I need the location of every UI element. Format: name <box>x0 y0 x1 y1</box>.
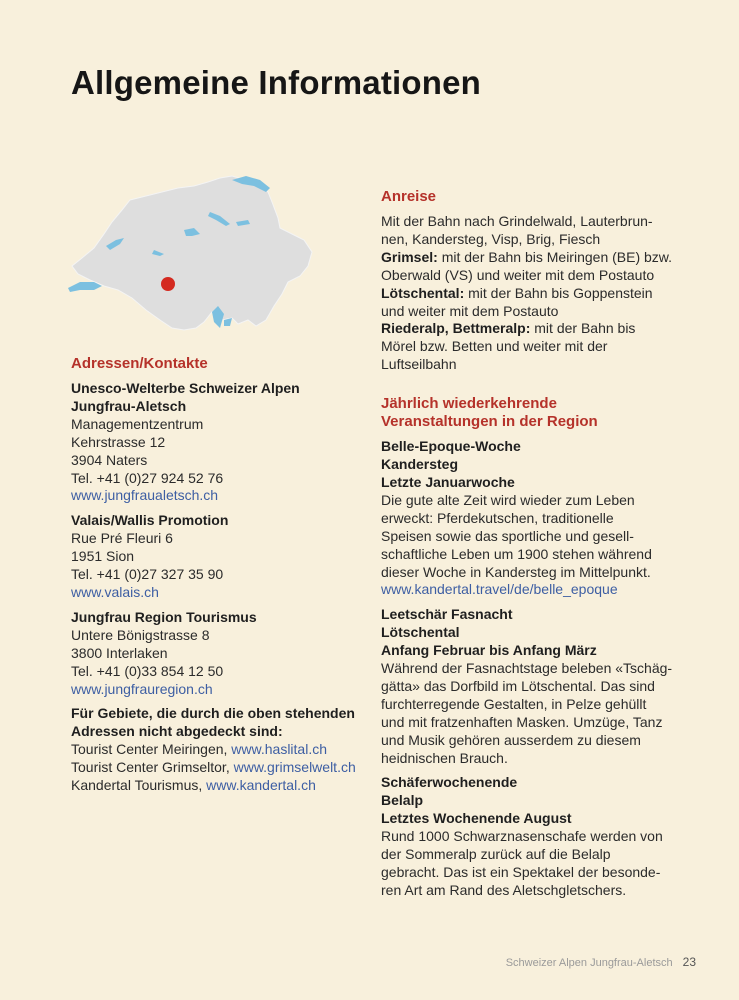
anreise-line: nen, Kandersteg, Visp, Brig, Fiesch <box>381 230 601 247</box>
other-item <box>71 741 371 759</box>
other-item <box>71 759 371 777</box>
contact-name: Valais/Wallis Promotion <box>71 512 229 529</box>
contact-unesco <box>71 380 371 505</box>
other-item-link[interactable]: www.kandertal.ch <box>206 777 316 794</box>
left-column <box>71 355 371 802</box>
other-item-link[interactable]: www.haslital.ch <box>231 741 327 758</box>
other-item-text: Tourist Center Grimseltor, <box>71 759 234 776</box>
contact-name: Jungfrau-Aletsch <box>71 397 187 414</box>
contact-phone: Tel. +41 (0)27 327 35 90 <box>71 566 224 583</box>
page-title: Allgemeine Informationen <box>71 64 482 101</box>
event-description: furchterregende Gestalten, in Pelze gehüllt <box>381 695 647 712</box>
contact-city: 3904 Naters <box>71 451 148 468</box>
event-description: dieser Woche in Kandersteg im Mittelpunkt. <box>381 563 651 580</box>
anreise-line <box>381 249 681 267</box>
contact-web-link[interactable]: www.jungfrauregion.ch <box>71 680 213 697</box>
event-name: Leetschär Fasnacht <box>381 606 513 623</box>
page-footer <box>506 955 696 969</box>
event-description: und Musik gehören ausserdem zu diesem <box>381 731 641 748</box>
event-description: Speisen sowie das sportliche und gesell- <box>381 527 634 544</box>
event-place: Kandersteg <box>381 456 459 473</box>
anreise-line: Luftseilbahn <box>381 356 457 373</box>
contact-phone: Tel. +41 (0)33 854 12 50 <box>71 662 224 679</box>
event-description: schaftliche Leben um 1900 stehen während <box>381 545 652 562</box>
anreise-line: und weiter mit dem Postauto <box>381 302 559 319</box>
event-description: Rund 1000 Schwarznasenschafe werden von <box>381 828 663 845</box>
anreise-line-text: mit der Bahn bis Meiringen (BE) bzw. <box>437 248 673 265</box>
location-marker <box>161 277 175 291</box>
anreise-label: Grimsel: <box>381 248 438 265</box>
event-schaeferwochenende <box>381 774 681 899</box>
anreise-text <box>381 213 681 374</box>
contact-name: Jungfrau Region Tourismus <box>71 608 257 625</box>
other-item <box>71 777 371 795</box>
anreise-line: Mörel bzw. Betten und weiter mit der <box>381 338 608 355</box>
event-description: heidnischen Brauch. <box>381 749 508 766</box>
event-description: und mit fratzenhaften Masken. Umzüge, Tanz <box>381 713 663 730</box>
other-item-link[interactable]: www.grimselwelt.ch <box>233 759 356 776</box>
contact-street: Untere Bönigstrasse 8 <box>71 626 210 643</box>
event-belle-epoque <box>381 438 681 599</box>
anreise-line: Mit der Bahn nach Grindelwald, Lauterbrun- <box>381 213 653 229</box>
other-contacts <box>71 705 371 795</box>
event-fasnacht <box>381 606 681 767</box>
anreise-heading: Anreise <box>381 188 437 205</box>
anreise-line-text: mit der Bahn bis Goppenstein <box>464 284 653 301</box>
event-date: Letzte Januarwoche <box>381 473 515 490</box>
anreise-line <box>381 285 681 303</box>
other-title: Für Gebiete, die durch die oben stehenden <box>71 705 355 722</box>
anreise-line-text: mit der Bahn bis <box>530 320 636 337</box>
event-date: Letztes Wochenende August <box>381 810 572 827</box>
event-description: gebracht. Das ist ein Spektakel der besonde- <box>381 864 661 880</box>
contact-jungfrau <box>71 609 371 699</box>
lake-geneva <box>68 282 102 292</box>
contact-valais <box>71 512 371 602</box>
anreise-line: Oberwald (VS) und weiter mit dem Postauto <box>381 266 655 283</box>
events-heading <box>381 395 681 431</box>
event-description: Die gute alte Zeit wird wieder zum Leben <box>381 491 635 508</box>
event-name: Schäferwochenende <box>381 774 518 791</box>
switzerland-map <box>60 170 318 342</box>
event-description: gätta» das Dorfbild im Lötschental. Das sind <box>381 677 655 694</box>
contact-city: 3800 Interlaken <box>71 644 168 661</box>
switzerland-outline <box>72 176 312 330</box>
event-description: Während der Fasnachtstage beleben «Tschäg- <box>381 660 673 677</box>
contact-web-link[interactable]: www.jungfraualetsch.ch <box>71 487 219 504</box>
events-heading-line: Veranstaltungen in der Region <box>381 413 598 431</box>
event-description: ren Art am Rand des Aletschgletschers. <box>381 881 627 898</box>
footer-text: Schweizer Alpen Jungfrau-Aletsch <box>505 957 673 969</box>
contact-web-link[interactable]: www.valais.ch <box>71 583 159 600</box>
other-item-text: Kandertal Tourismus, <box>71 777 207 794</box>
contact-street: Kehrstrasse 12 <box>71 433 166 450</box>
page-number: 23 <box>682 955 696 969</box>
contact-city: 1951 Sion <box>71 548 135 565</box>
other-title: Adressen nicht abgedeckt sind: <box>71 723 283 740</box>
event-name: Belle-Epoque-Woche <box>381 438 521 455</box>
event-place: Belalp <box>381 792 424 809</box>
contact-name: Unesco-Welterbe Schweizer Alpen <box>71 380 300 396</box>
anreise-line <box>381 320 681 338</box>
event-place: Lötschental <box>381 624 460 641</box>
event-description: der Sommeralp zurück auf die Belalp <box>381 846 611 863</box>
addresses-heading: Adressen/Kontakte <box>71 355 208 372</box>
event-date: Anfang Februar bis Anfang März <box>381 642 597 659</box>
event-web-link[interactable]: www.kandertal.travel/de/belle_epoque <box>381 581 618 598</box>
other-item-text: Tourist Center Meiringen, <box>71 741 232 758</box>
events-heading-line: Jährlich wiederkehrende <box>381 395 557 413</box>
contact-street: Rue Pré Fleuri 6 <box>71 530 173 547</box>
anreise-label: Riederalp, Bettmeralp: <box>381 320 531 337</box>
contact-line: Managementzentrum <box>71 415 204 432</box>
anreise-label: Lötschental: <box>381 284 465 301</box>
contact-phone: Tel. +41 (0)27 924 52 76 <box>71 469 224 486</box>
event-description: erweckt: Pferdekutschen, traditionelle <box>381 509 614 526</box>
right-column <box>381 188 681 907</box>
